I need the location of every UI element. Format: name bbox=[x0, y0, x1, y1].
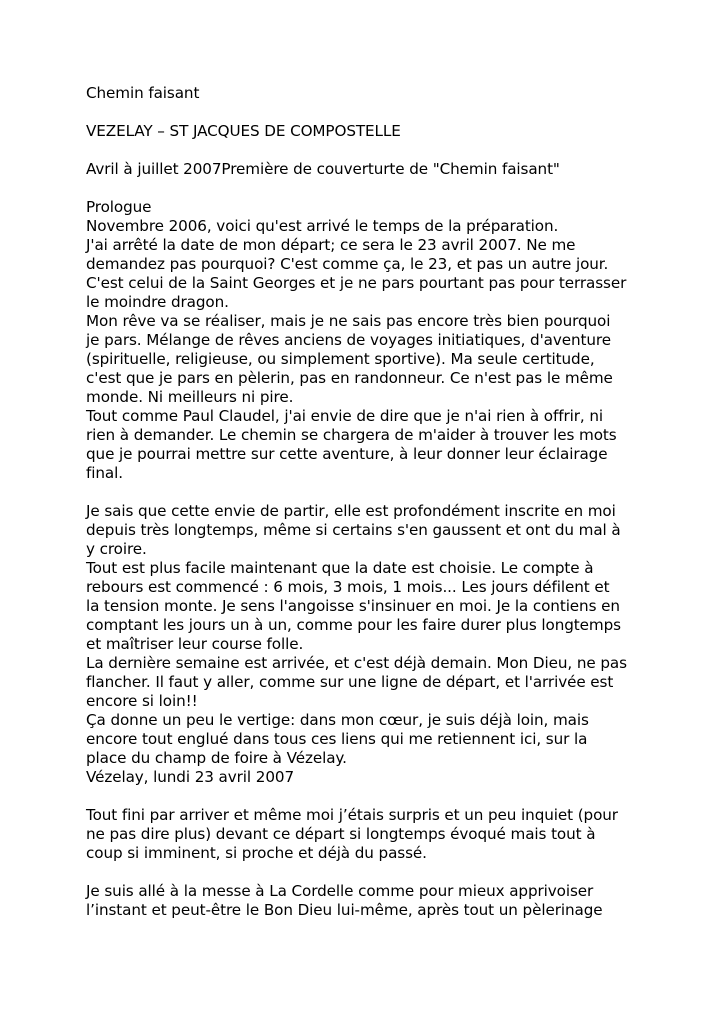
text-line: Tout est plus facile maintenant que la date est choisie. Le compte à bbox=[86, 559, 594, 577]
paragraph-4 bbox=[86, 882, 646, 920]
text-line: demandez pas pourquoi? C'est comme ça, le 23, et pas un autre jour. bbox=[86, 255, 609, 273]
text-line: J'ai arrêté la date de mon départ; ce sera le 23 avril 2007. Ne me bbox=[86, 236, 576, 254]
text-line: coup si imminent, si proche et déjà du passé. bbox=[86, 844, 427, 862]
spacer bbox=[86, 483, 646, 502]
text-line: Je suis allé à la messe à La Cordelle comme pour mieux apprivoiser bbox=[86, 882, 594, 900]
text-line: ne pas dire plus) devant ce départ si longtemps évoqué mais tout à bbox=[86, 825, 596, 843]
text-line: Novembre 2006, voici qu'est arrivé le temps de la préparation. bbox=[86, 217, 559, 235]
text-line: rebours est commencé : 6 mois, 3 mois, 1 mois... Les jours défilent et bbox=[86, 578, 610, 596]
text-line: encore si loin!! bbox=[86, 692, 198, 710]
text-line: (spirituelle, religieuse, ou simplement sportive). Ma seule certitude, bbox=[86, 350, 595, 368]
spacer bbox=[86, 863, 646, 882]
spacer bbox=[86, 179, 646, 198]
text-line: Tout comme Paul Claudel, j'ai envie de dire que je n'ai rien à offrir, ni bbox=[86, 407, 603, 425]
text-line: La dernière semaine est arrivée, et c'est déjà demain. Mon Dieu, ne pas bbox=[86, 654, 627, 672]
dates-line: Avril à juillet 2007Première de couverturte de "Chemin faisant" bbox=[86, 160, 560, 178]
spacer bbox=[86, 141, 646, 160]
document-page bbox=[86, 84, 646, 920]
text-line: l’instant et peut-être le Bon Dieu lui-même, après tout un pèlerinage bbox=[86, 901, 603, 919]
text-line: que je pourrai mettre sur cette aventure, à leur donner leur éclairage bbox=[86, 445, 608, 463]
text-line: et maîtriser leur course folle. bbox=[86, 635, 304, 653]
text-line: y croire. bbox=[86, 540, 147, 558]
text-line: la tension monte. Je sens l'angoisse s'insinuer en moi. Je la contiens en bbox=[86, 597, 620, 615]
text-line: Ça donne un peu le vertige: dans mon cœur, je suis déjà loin, mais bbox=[86, 711, 589, 729]
text-line: flancher. Il faut y aller, comme sur une ligne de départ, et l'arrivée est bbox=[86, 673, 614, 691]
text-line: Je sais que cette envie de partir, elle est profondément inscrite en moi bbox=[86, 502, 616, 520]
text-line: rien à demander. Le chemin se chargera de m'aider à trouver les mots bbox=[86, 426, 617, 444]
spacer bbox=[86, 103, 646, 122]
text-line: place du champ de foire à Vézelay. bbox=[86, 749, 347, 767]
text-line: monde. Ni meilleurs ni pire. bbox=[86, 388, 294, 406]
text-line: le moindre dragon. bbox=[86, 293, 229, 311]
text-line: final. bbox=[86, 464, 123, 482]
prologue-heading: Prologue bbox=[86, 198, 152, 216]
date-location-line: Vézelay, lundi 23 avril 2007 bbox=[86, 768, 295, 786]
document-title: Chemin faisant bbox=[86, 84, 200, 102]
text-line: Tout fini par arriver et même moi j’étais surpris et un peu inquiet (pour bbox=[86, 806, 618, 824]
text-line: encore tout englué dans tous ces liens qui me retiennent ici, sur la bbox=[86, 730, 588, 748]
text-line: je pars. Mélange de rêves anciens de voyages initiatiques, d'aventure bbox=[86, 331, 611, 349]
text-line: c'est que je pars en pèlerin, pas en randonneur. Ce n'est pas le même bbox=[86, 369, 613, 387]
paragraph-2 bbox=[86, 502, 646, 787]
route-heading: VEZELAY – ST JACQUES DE COMPOSTELLE bbox=[86, 122, 401, 140]
text-line: depuis très longtemps, même si certains s'en gaussent et ont du mal à bbox=[86, 521, 621, 539]
text-line: comptant les jours un à un, comme pour les faire durer plus longtemps bbox=[86, 616, 621, 634]
spacer bbox=[86, 787, 646, 806]
paragraph-1 bbox=[86, 217, 646, 483]
text-line: Mon rêve va se réaliser, mais je ne sais pas encore très bien pourquoi bbox=[86, 312, 611, 330]
text-line: C'est celui de la Saint Georges et je ne pars pourtant pas pour terrasser bbox=[86, 274, 627, 292]
paragraph-3 bbox=[86, 806, 646, 863]
